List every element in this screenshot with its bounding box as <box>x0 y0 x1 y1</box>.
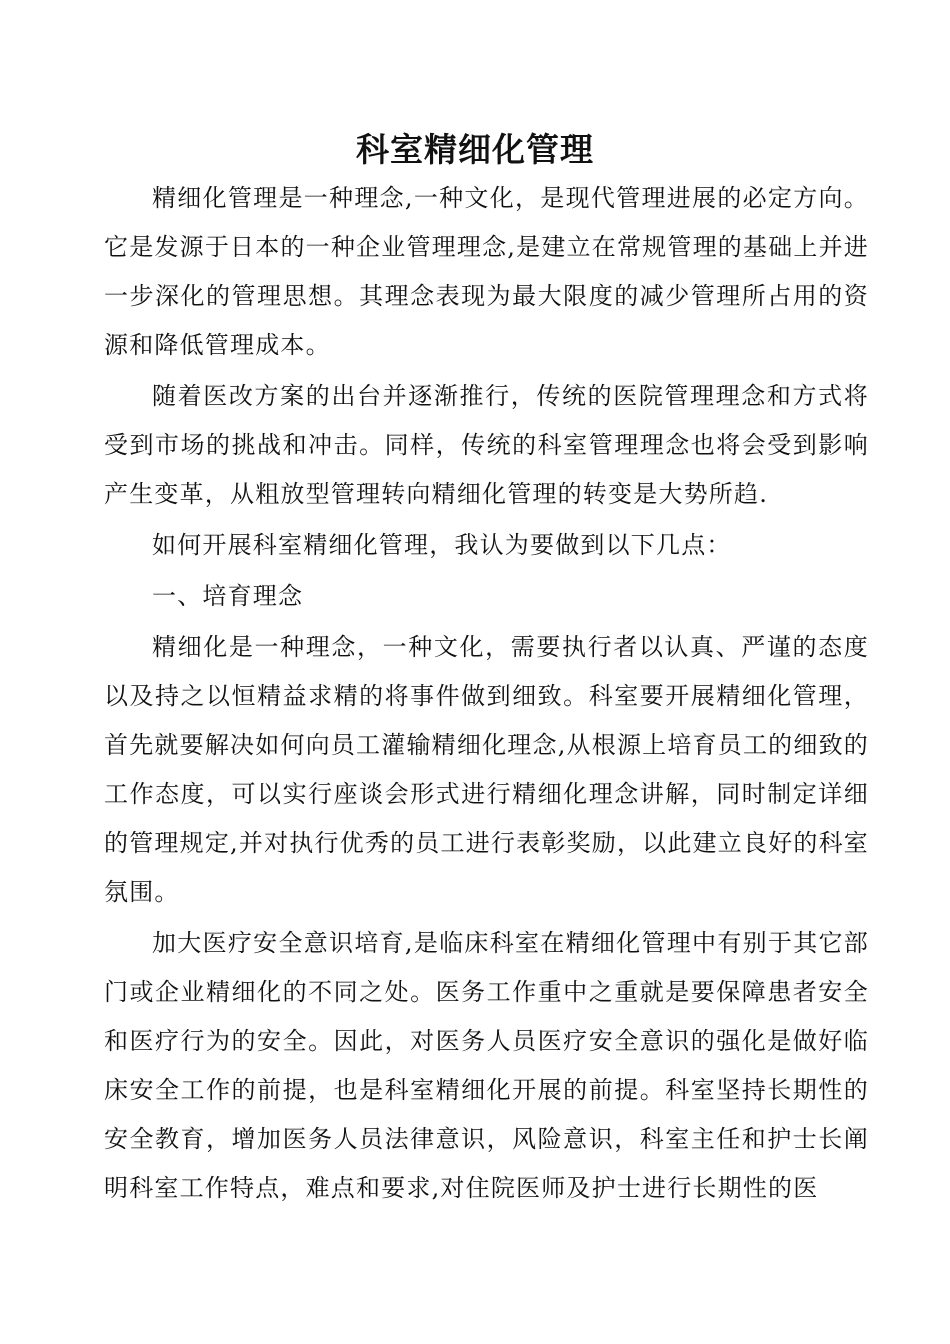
paragraph-intro: 精细化管理是一种理念,一种文化，是现代管理进展的必定方向。它是发源于日本的一种企业管理理念,是建立在常规管理的基础上并进一步深化的管理思想。其理念表现为最大限度的减少管理所占用的资源和降低管理成本。 <box>104 184 869 359</box>
paragraph-reform: 随着医改方案的出台并逐渐推行，传统的医院管理理念和方式将受到市场的挑战和冲击。同样，传统的科室管理理念也将会受到影响产生变革，从粗放型管理转向精细化管理的转变是大势所趋. <box>104 382 869 508</box>
document-title: 科室精细化管理 <box>356 130 594 169</box>
document-body <box>104 174 869 1213</box>
paragraph-safety: 加大医疗安全意识培育,是临床科室在精细化管理中有别于其它部门或企业精细化的不同之处。医务工作重中之重就是要保障患者安全和医疗行为的安全。因此，对医务人员医疗安全意识的强化是做好临床安全工作的前提，也是科室精细化开展的前提。科室坚持长期性的安全教育，增加医务人员法律意识，风险意识，科室主任和护士长阐明科室工作特点，难点和要求,对住院医师及护士进行长期性的医 <box>104 929 869 1202</box>
paragraph-concept: 精细化是一种理念，一种文化，需要执行者以认真、严谨的态度以及持之以恒精益求精的将事件做到细致。科室要开展精细化管理，首先就要解决如何向员工灌输精细化理念,从根源上培育员工的细致的工作态度，可以实行座谈会形式进行精细化理念讲解，同时制定详细的管理规定,并对执行优秀的员工进行表彰奖励，以此建立良好的科室氛围。 <box>104 633 869 906</box>
paragraph-how-to: 如何开展科室精细化管理，我认为要做到以下几点： <box>152 531 732 559</box>
section-heading-1: 一、培育理念 <box>152 582 304 610</box>
